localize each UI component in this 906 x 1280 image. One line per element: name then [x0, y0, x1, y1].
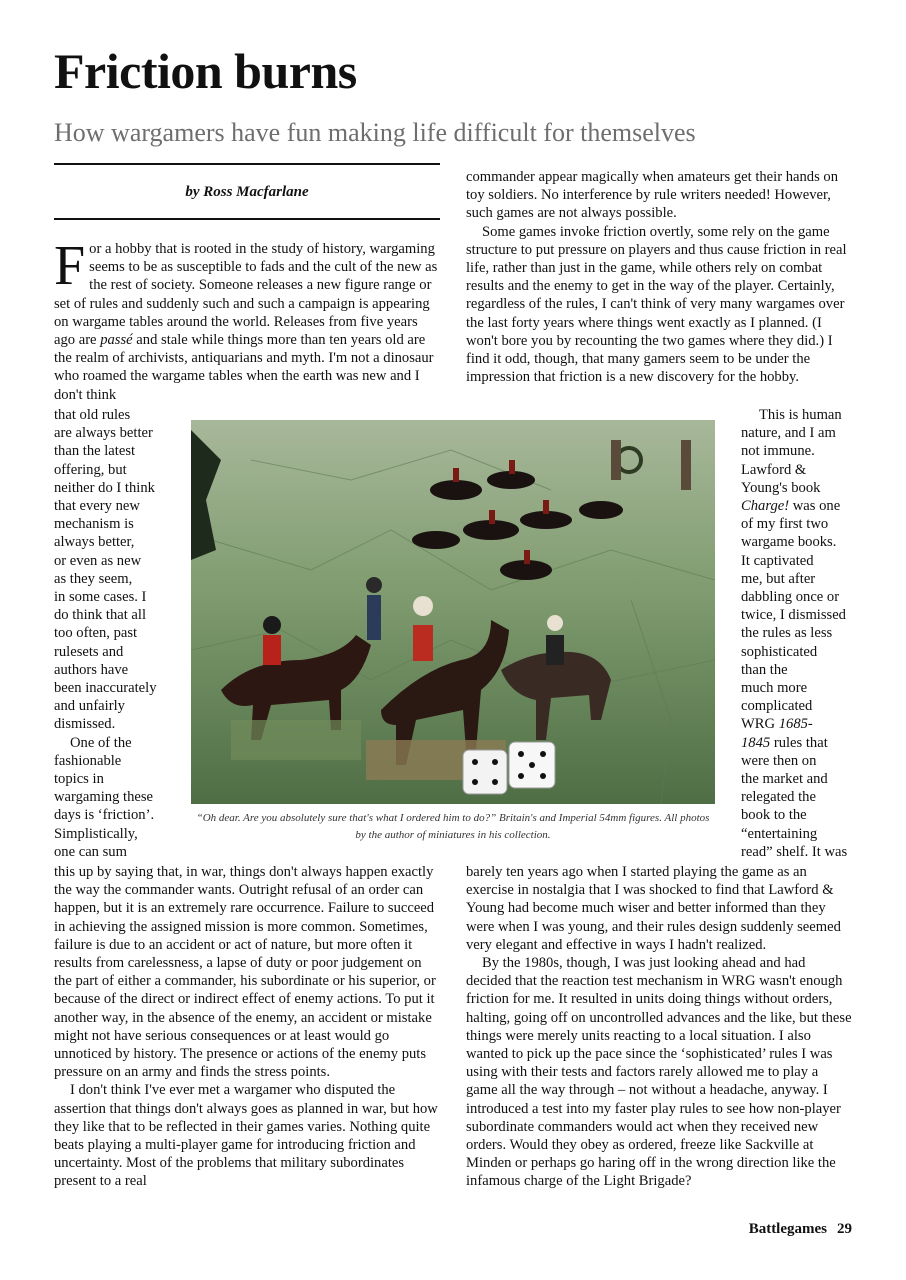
charge-line: Charge! was one — [741, 498, 841, 515]
miniatures-illustration — [191, 420, 715, 804]
intro-paragraph: For a hobby that is rooted in the study of history, wargaming seems to be as susceptible to fads and the cult of the new as the rest of society. Someone releases a new figure range or set of rules and suddenly such and such a campaign is appearing on wargame tables around the world. Releases from five years ago are passé and stale while things more than ten years old are the realm of archivists, antiquarians and myth. I'm not a dinosaur who roamed the wargame tables when the earth was new and I don't think — [54, 235, 438, 403]
page-footer — [739, 1221, 852, 1238]
article-subtitle: How wargamers have fun making life difficult for themselves — [54, 118, 696, 147]
column-1-narrow — [54, 406, 189, 861]
magazine-name: Battlegames — [748, 1221, 827, 1237]
paragraph-1980s: By the 1980s, though, I was just looking ahead and had decided that the reaction test mechanism in WRG wasn't enough friction for me. It resulted in units doing things without orders, halting, going off on uncontrolled advances and the like, but these things were merely units reacting to a local situation. I also wanted to pick up the pace since the ‘sophisticated’ rules I was using with their tests and factors rarely allowed me to play a game all the way through – not without a headache, anyway. I introduced a test into my faster play rules to see how non-player subordinate commanders would act when they received new orders. Would they obey as ordered, freeze like Sackville at Minden or perhaps go haring off in the wrong direction like the infamous charge of the Light Brigade? — [466, 955, 852, 1190]
miniatures-photo — [191, 420, 715, 804]
article-title: Friction burns — [54, 43, 357, 99]
column-2-bottom — [466, 863, 852, 1191]
narrow-text-1: that old rules are always better than the latest offering, but neither do I think that every new mechanism is always better, or even as new as they seem, in some cases. I do think that all too often, past rulesets and authors have been inaccurately and unfairly dismissed. — [54, 407, 157, 733]
photo-caption: “Oh dear. Are you absolutely sure that's what I ordered him to do?” Britain's and Imperial 54mm figures. All photos by the author of miniatures in his collection. — [196, 812, 710, 841]
column-1-bottom — [54, 863, 440, 1191]
drop-cap: F — [54, 235, 86, 297]
passe-word: passé — [100, 332, 133, 349]
paragraph-commander: commander appear magically when amateurs get their hands on toy soldiers. No interference by rule writers needed! However, such games are not always possible. — [466, 169, 838, 222]
paragraph-overtly: Some games invoke friction overtly, some rely on the game structure to put pressure on players and thus cause friction in real life, rather than just in the game, while others rely on combat results and the enemy to get in the way of the player. Certainly, regardless of the rules, I can't think of very many wargames over the last forty years where things went exactly as I planned. (I won't bore you by recounting the two games where they did.) I find it odd, though, that many gamers seem to be under the impression that friction is a new discovery for the hobby. — [466, 223, 847, 386]
top-rule — [54, 163, 440, 165]
page-number: 29 — [837, 1221, 852, 1237]
narrow-text-2: One of the fashionable topics in wargaming these days is ‘friction’. Simplistically, one can sum — [54, 734, 155, 860]
column-1-intro — [54, 235, 440, 404]
wrg-line: WRG 1685- — [741, 716, 813, 733]
paragraph-friction: this up by saying that, in war, things don't always happen exactly the way the commander wants. Outright refusal of an order can happen, but it is an extremely rare occurrence. Failure to succeed in achieving the assigned mission is more common. Sometimes, failure is due to an accident or act of nature, but more often it results from carelessness, a lapse of duty or poor judgement on the part of either a commander, his subordinate or his superior, or because of the direct or indirect effect of enemy actions. To put it another way, in the absence of the enemy, an accident or mistake might not have serious consequences or at least would go unnoticed by history. The presence or actions of the enemy puts pressure on an army and finds the stress points. — [54, 864, 436, 1081]
column-2-narrow: This is human nature, and I am not immune. Lawford & Young's book Charge! was one of my first two wargame books. It captivated me, but after dabbling once or twice, I dismissed the rules as less sophisticated than the much more complicated WRG 1685- 1845 rules that were then on the market and relegated the book to the “entertaining read” shelf. It was — [741, 406, 861, 861]
column-2-top — [466, 168, 852, 386]
wrg-line-2: 1845 rules that — [741, 734, 828, 751]
byline-rule — [54, 218, 440, 220]
paragraph-nostalgia: barely ten years ago when I started playing the game as an exercise in nostalgia that I was shocked to find that Lawford & Young had become much wiser and better informed than they were when I was young, and their rules design suddenly seemed very elegant and effective in ways I hadn't realized. — [466, 864, 841, 953]
paragraph-disputed: I don't think I've ever met a wargamer who disputed the assertion that things don't always goes as planned in war, but how they like that to be reflected in their games varies. Nothing quite beats playing a multi-player game for introducing friction and uncertainty. Most of the problems that military subordinates present to a real — [54, 1082, 438, 1190]
byline: by Ross Macfarlane — [185, 184, 309, 200]
